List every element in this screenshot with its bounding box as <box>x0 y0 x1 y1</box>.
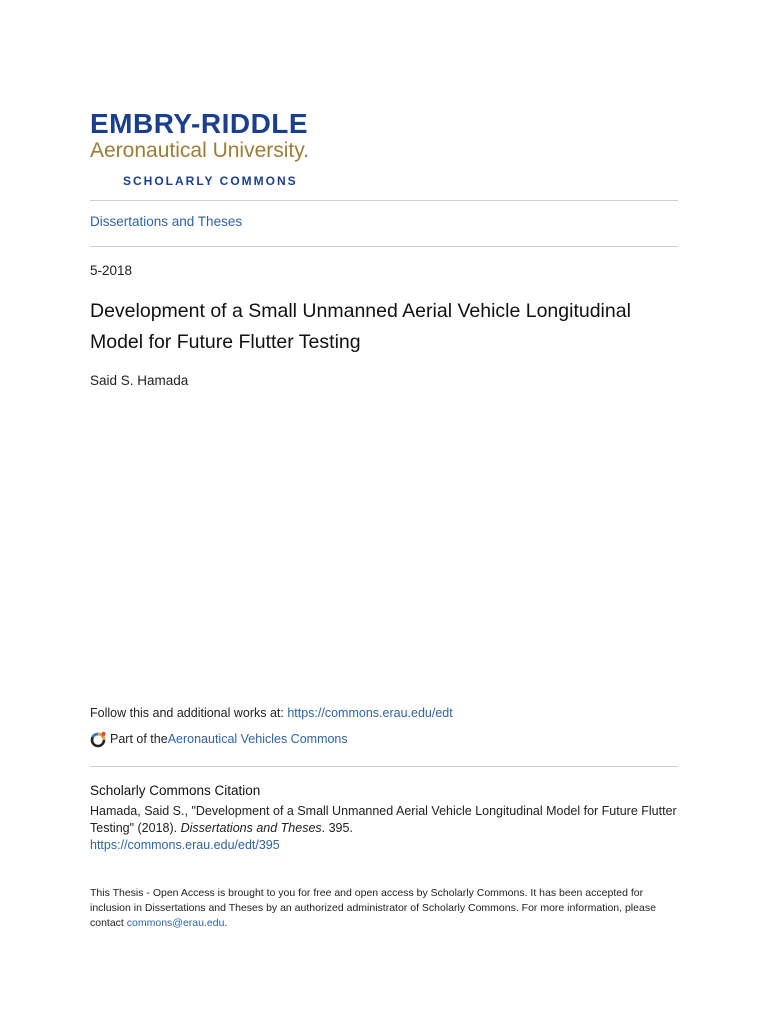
part-of-label: Part of the <box>110 732 168 746</box>
citation-url-link[interactable]: https://commons.erau.edu/edt/395 <box>90 838 280 852</box>
citation-heading: Scholarly Commons Citation <box>90 783 261 798</box>
commons-category-link[interactable]: Aeronautical Vehicles Commons <box>167 732 348 746</box>
citation-text: Hamada, Said S., "Development of a Small Unmanned Aerial Vehicle Longitudinal Model for Future Flutter Testing" (2018). <box>90 804 677 835</box>
publication-date: 5-2018 <box>90 263 133 278</box>
collection-link[interactable]: Dissertations and Theses <box>90 214 243 229</box>
part-of-line <box>90 730 348 748</box>
citation-number: . 395. <box>321 821 353 835</box>
divider <box>90 246 678 247</box>
divider <box>90 200 678 201</box>
citation-series: Dissertations and Theses <box>180 821 322 835</box>
logo-scholarly-commons: SCHOLARLY COMMONS <box>123 174 298 188</box>
access-notice <box>90 886 678 931</box>
logo-wordmark: EMBRY-RIDDLE <box>90 108 309 139</box>
cover-page <box>90 0 678 1024</box>
bepress-commons-icon <box>90 730 108 748</box>
follow-line <box>90 706 453 720</box>
contact-email-link[interactable]: commons@erau.edu <box>126 917 225 929</box>
citation-block <box>90 803 678 854</box>
author-name: Said S. Hamada <box>90 373 189 388</box>
divider <box>90 766 678 767</box>
university-logo[interactable] <box>90 108 390 188</box>
follow-url-link[interactable]: https://commons.erau.edu/edt <box>287 706 453 720</box>
document-title: Development of a Small Unmanned Aerial Vehicle Longitudinal Model for Future Flutter Testing <box>90 300 631 353</box>
access-notice-end: . <box>224 917 228 929</box>
logo-subtitle: Aeronautical University. <box>90 139 310 162</box>
follow-label: Follow this and additional works at: <box>90 706 288 720</box>
access-notice-text: This Thesis - Open Access is brought to you for free and open access by Scholarly Commons. It has been accepted for inclusion in Dissertations and Theses by an authorized administrator of Scholarly Commons. For more information, please contact <box>90 887 656 929</box>
